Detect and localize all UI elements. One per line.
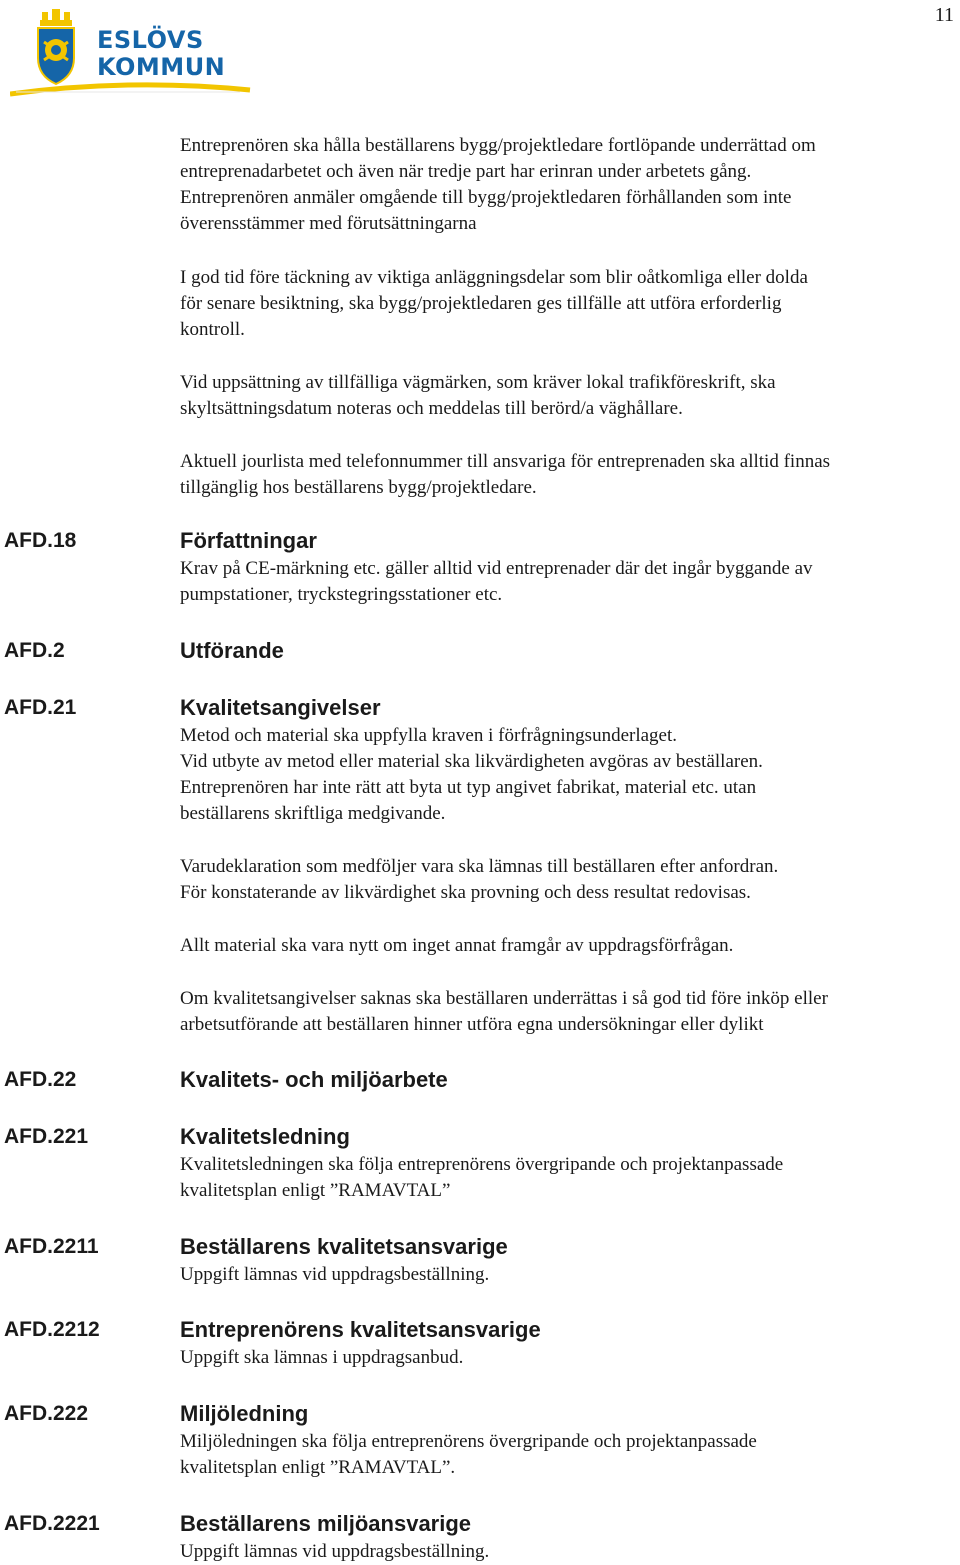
section-text-afd222 bbox=[180, 1429, 960, 1481]
text-line: tillgänglig hos beställarens bygg/projektledare. bbox=[180, 477, 537, 498]
text-line: Uppgift lämnas vid uppdragsbeställning. bbox=[180, 1264, 490, 1285]
text-line: skyltsättningsdatum noteras och meddelas till berörd/a väghållare. bbox=[180, 398, 683, 419]
section-heading-afd2211: Beställarens kvalitetsansvarige bbox=[180, 1234, 508, 1259]
section-number-afd18: AFD.18 bbox=[4, 529, 77, 552]
section-heading-afd222: Miljöledning bbox=[180, 1401, 309, 1426]
text-line: kvalitetsplan enligt ”RAMAVTAL”. bbox=[180, 1457, 456, 1478]
text-line: I god tid före täckning av viktiga anläggningsdelar som blir oåtkomliga eller dolda bbox=[180, 267, 808, 288]
text-line: Aktuell jourlista med telefonnummer till ansvariga för entreprenaden ska alltid finnas bbox=[180, 451, 831, 472]
text-line: beställarens skriftliga medgivande. bbox=[180, 803, 446, 824]
logo-line-2: KOMMUN bbox=[97, 53, 226, 81]
section-heading-afd221: Kvalitetsledning bbox=[180, 1124, 350, 1149]
text-line: arbetsutförande att beställaren hinner utföra egna undersökningar eller dylikt bbox=[180, 1014, 764, 1035]
text-line: Om kvalitetsangivelser saknas ska beställaren underrättas i så god tid före inköp eller bbox=[180, 988, 828, 1009]
section-number-afd2221: AFD.2221 bbox=[4, 1512, 100, 1535]
section-heading-afd21: Kvalitetsangivelser bbox=[180, 695, 381, 720]
section-heading-afd2212: Entreprenörens kvalitetsansvarige bbox=[180, 1317, 541, 1342]
text-line: entreprenadarbetet och även när tredje part har erinran under arbetets gång. bbox=[180, 161, 752, 182]
text-line: Entreprenören anmäler omgående till bygg/projektledaren förhållanden som inte bbox=[180, 187, 792, 208]
text-line: Allt material ska vara nytt om inget annat framgår av uppdragsförfrågan. bbox=[180, 935, 734, 956]
text-line: Uppgift ska lämnas i uppdragsanbud. bbox=[180, 1347, 464, 1368]
section-text-afd2212 bbox=[180, 1345, 960, 1371]
text-line: Vid utbyte av metod eller material ska likvärdigheten avgöras av beställaren. bbox=[180, 751, 763, 772]
section-heading-afd18: Författningar bbox=[180, 528, 317, 553]
text-line: kvalitetsplan enligt ”RAMAVTAL” bbox=[180, 1180, 451, 1201]
section-text-afd2221 bbox=[180, 1539, 960, 1565]
section-number-afd221: AFD.221 bbox=[4, 1125, 89, 1148]
text-line: Entreprenören ska hålla beställarens bygg/projektledare fortlöpande underrättad om bbox=[180, 135, 816, 156]
section-text-afd21-2 bbox=[180, 854, 960, 906]
section-number-afd22: AFD.22 bbox=[4, 1068, 77, 1091]
intro-paragraph-4 bbox=[180, 449, 960, 501]
section-text-afd21-1 bbox=[180, 723, 960, 827]
logo-line-1: ESLÖVS bbox=[97, 26, 204, 54]
section-number-afd21: AFD.21 bbox=[4, 696, 77, 719]
text-line: Entreprenören har inte rätt att byta ut typ angivet fabrikat, material etc. utan bbox=[180, 777, 757, 798]
section-text-afd221 bbox=[180, 1152, 960, 1204]
section-text-afd21-4 bbox=[180, 986, 960, 1038]
text-line: Uppgift lämnas vid uppdragsbeställning. bbox=[180, 1541, 490, 1562]
text-line: överensstämmer med förutsättningarna bbox=[180, 213, 477, 234]
intro-paragraph-2 bbox=[180, 265, 960, 343]
section-number-afd2211: AFD.2211 bbox=[4, 1235, 99, 1258]
text-line: Varudeklaration som medföljer vara ska lämnas till beställaren efter anfordran. bbox=[180, 856, 779, 877]
text-line: Vid uppsättning av tillfälliga vägmärken, som kräver lokal trafikföreskrift, ska bbox=[180, 372, 776, 393]
section-number-afd222: AFD.222 bbox=[4, 1402, 89, 1425]
section-heading-afd22: Kvalitets- och miljöarbete bbox=[180, 1067, 448, 1092]
section-number-afd2: AFD.2 bbox=[4, 639, 65, 662]
intro-paragraph-1 bbox=[180, 133, 960, 237]
eslovs-kommun-logo bbox=[10, 6, 255, 98]
text-line: Kvalitetsledningen ska följa entreprenörens övergripande och projektanpassade bbox=[180, 1154, 784, 1175]
section-text-afd2211 bbox=[180, 1262, 960, 1288]
text-line: För konstaterande av likvärdighet ska provning och dess resultat redovisas. bbox=[180, 882, 751, 903]
text-line: Krav på CE-märkning etc. gäller alltid vid entreprenader där det ingår byggande av bbox=[180, 558, 813, 579]
section-number-afd2212: AFD.2212 bbox=[4, 1318, 100, 1341]
section-heading-afd2221: Beställarens miljöansvarige bbox=[180, 1511, 472, 1536]
text-line: för senare besiktning, ska bygg/projektledaren ges tillfälle att utföra erforderlig bbox=[180, 293, 782, 314]
section-heading-afd2: Utförande bbox=[180, 638, 284, 663]
text-line: pumpstationer, tryckstegringsstationer etc. bbox=[180, 584, 503, 605]
page-number: 11 bbox=[934, 4, 954, 26]
text-line: kontroll. bbox=[180, 319, 245, 340]
text-line: Miljöledningen ska följa entreprenörens övergripande och projektanpassade bbox=[180, 1431, 757, 1452]
section-text-afd21-3 bbox=[180, 933, 960, 959]
intro-paragraph-3 bbox=[180, 370, 960, 422]
text-line: Metod och material ska uppfylla kraven i förfrågningsunderlaget. bbox=[180, 725, 677, 746]
section-text-afd18 bbox=[180, 556, 960, 608]
